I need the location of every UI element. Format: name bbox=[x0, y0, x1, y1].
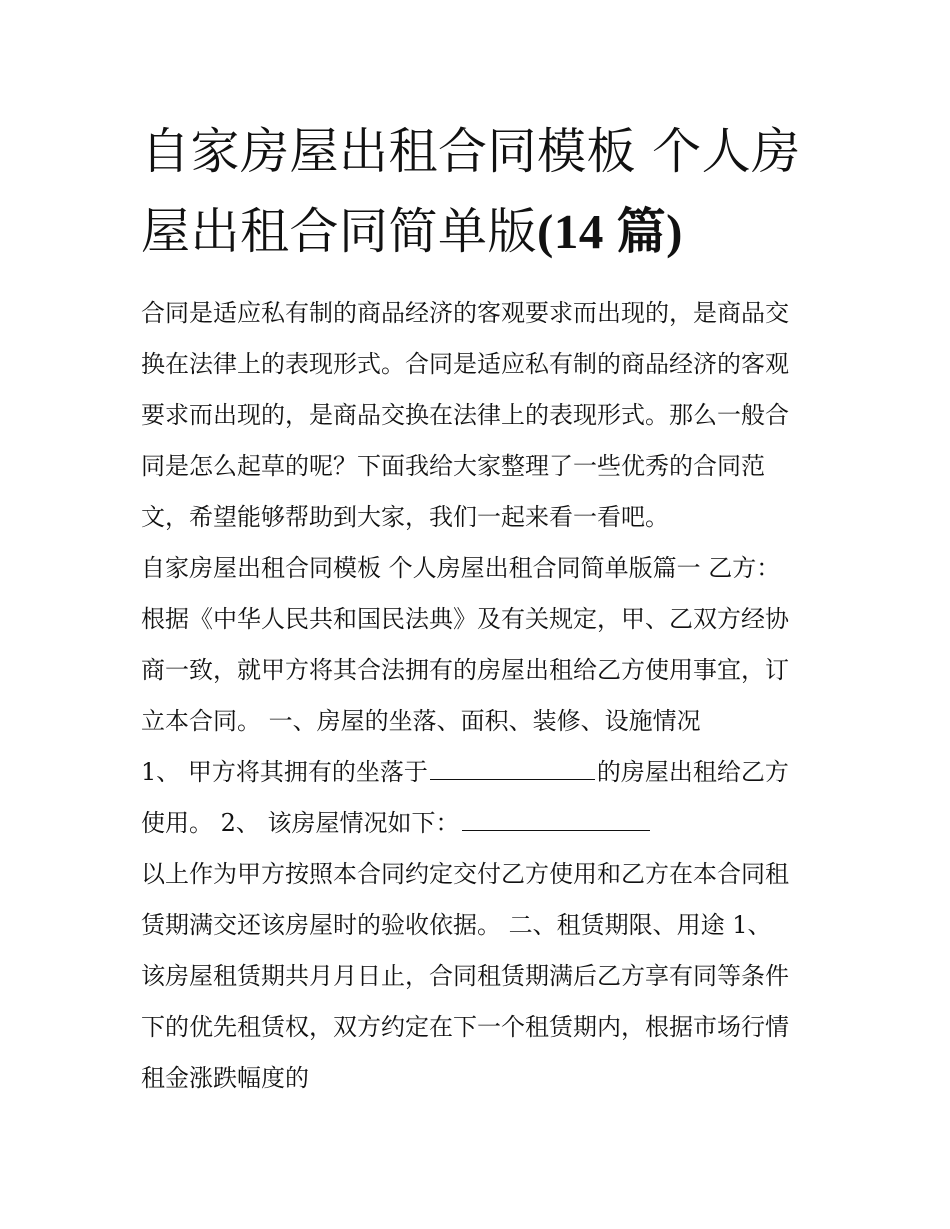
body-line: 同是怎么起草的呢？下面我给大家整理了一些优秀的合同范 bbox=[141, 452, 765, 480]
body-line: 根据《中华人民共和国民法典》及有关规定，甲、乙双方经协 bbox=[141, 605, 789, 633]
title-line-2-text: 屋出租合同简单版 bbox=[141, 203, 538, 260]
body-line: 租金涨跌幅度的 bbox=[141, 1064, 309, 1092]
fill-in-blank-condition bbox=[462, 804, 650, 831]
body-line: 以上作为甲方按照本合同约定交付乙方使用和乙方在本合同租 bbox=[141, 860, 789, 888]
body-line: 该房屋租赁期共月月日止，合同租赁期满后乙方享有同等条件 bbox=[141, 962, 789, 990]
title-count: (14 篇) bbox=[537, 204, 683, 259]
body-line: 商一致，就甲方将其合法拥有的房屋出租给乙方使用事宜，订 bbox=[141, 656, 789, 684]
document-title bbox=[141, 112, 813, 272]
body-line-with-blank bbox=[141, 798, 813, 849]
body-line-with-blank bbox=[141, 747, 813, 798]
body-line: 要求而出现的，是商品交换在法律上的表现形式。那么一般合 bbox=[141, 401, 789, 429]
clause-text: 的房屋出租给乙方 bbox=[596, 758, 789, 786]
title-line-1: 自家房屋出租合同模板 个人房 bbox=[141, 123, 801, 180]
body-line: 合同是适应私有制的商品经济的客观要求而出现的，是商品交 bbox=[141, 299, 789, 327]
title-line-2 bbox=[141, 192, 813, 272]
document-body bbox=[141, 288, 813, 1104]
body-line: 文，希望能够帮助到大家，我们一起来看一看吧。 bbox=[141, 503, 669, 531]
fill-in-blank-location bbox=[430, 753, 595, 780]
body-line: 换在法律上的表现形式。合同是适应私有制的商品经济的客观 bbox=[141, 350, 789, 378]
body-line: 赁期满交还该房屋时的验收依据。 二、租赁期限、用途 1、 bbox=[141, 911, 772, 939]
clause-text: 使用。 2、 该房屋情况如下： bbox=[141, 809, 460, 837]
clause-text: 1、 甲方将其拥有的坐落于 bbox=[141, 758, 428, 786]
body-line: 自家房屋出租合同模板 个人房屋出租合同简单版篇一 乙方： bbox=[141, 554, 781, 582]
body-line: 立本合同。 一、房屋的坐落、面积、装修、设施情况 bbox=[141, 707, 701, 735]
document-content bbox=[141, 112, 813, 1104]
body-line: 下的优先租赁权，双方约定在下一个租赁期内，根据市场行情 bbox=[141, 1013, 789, 1041]
